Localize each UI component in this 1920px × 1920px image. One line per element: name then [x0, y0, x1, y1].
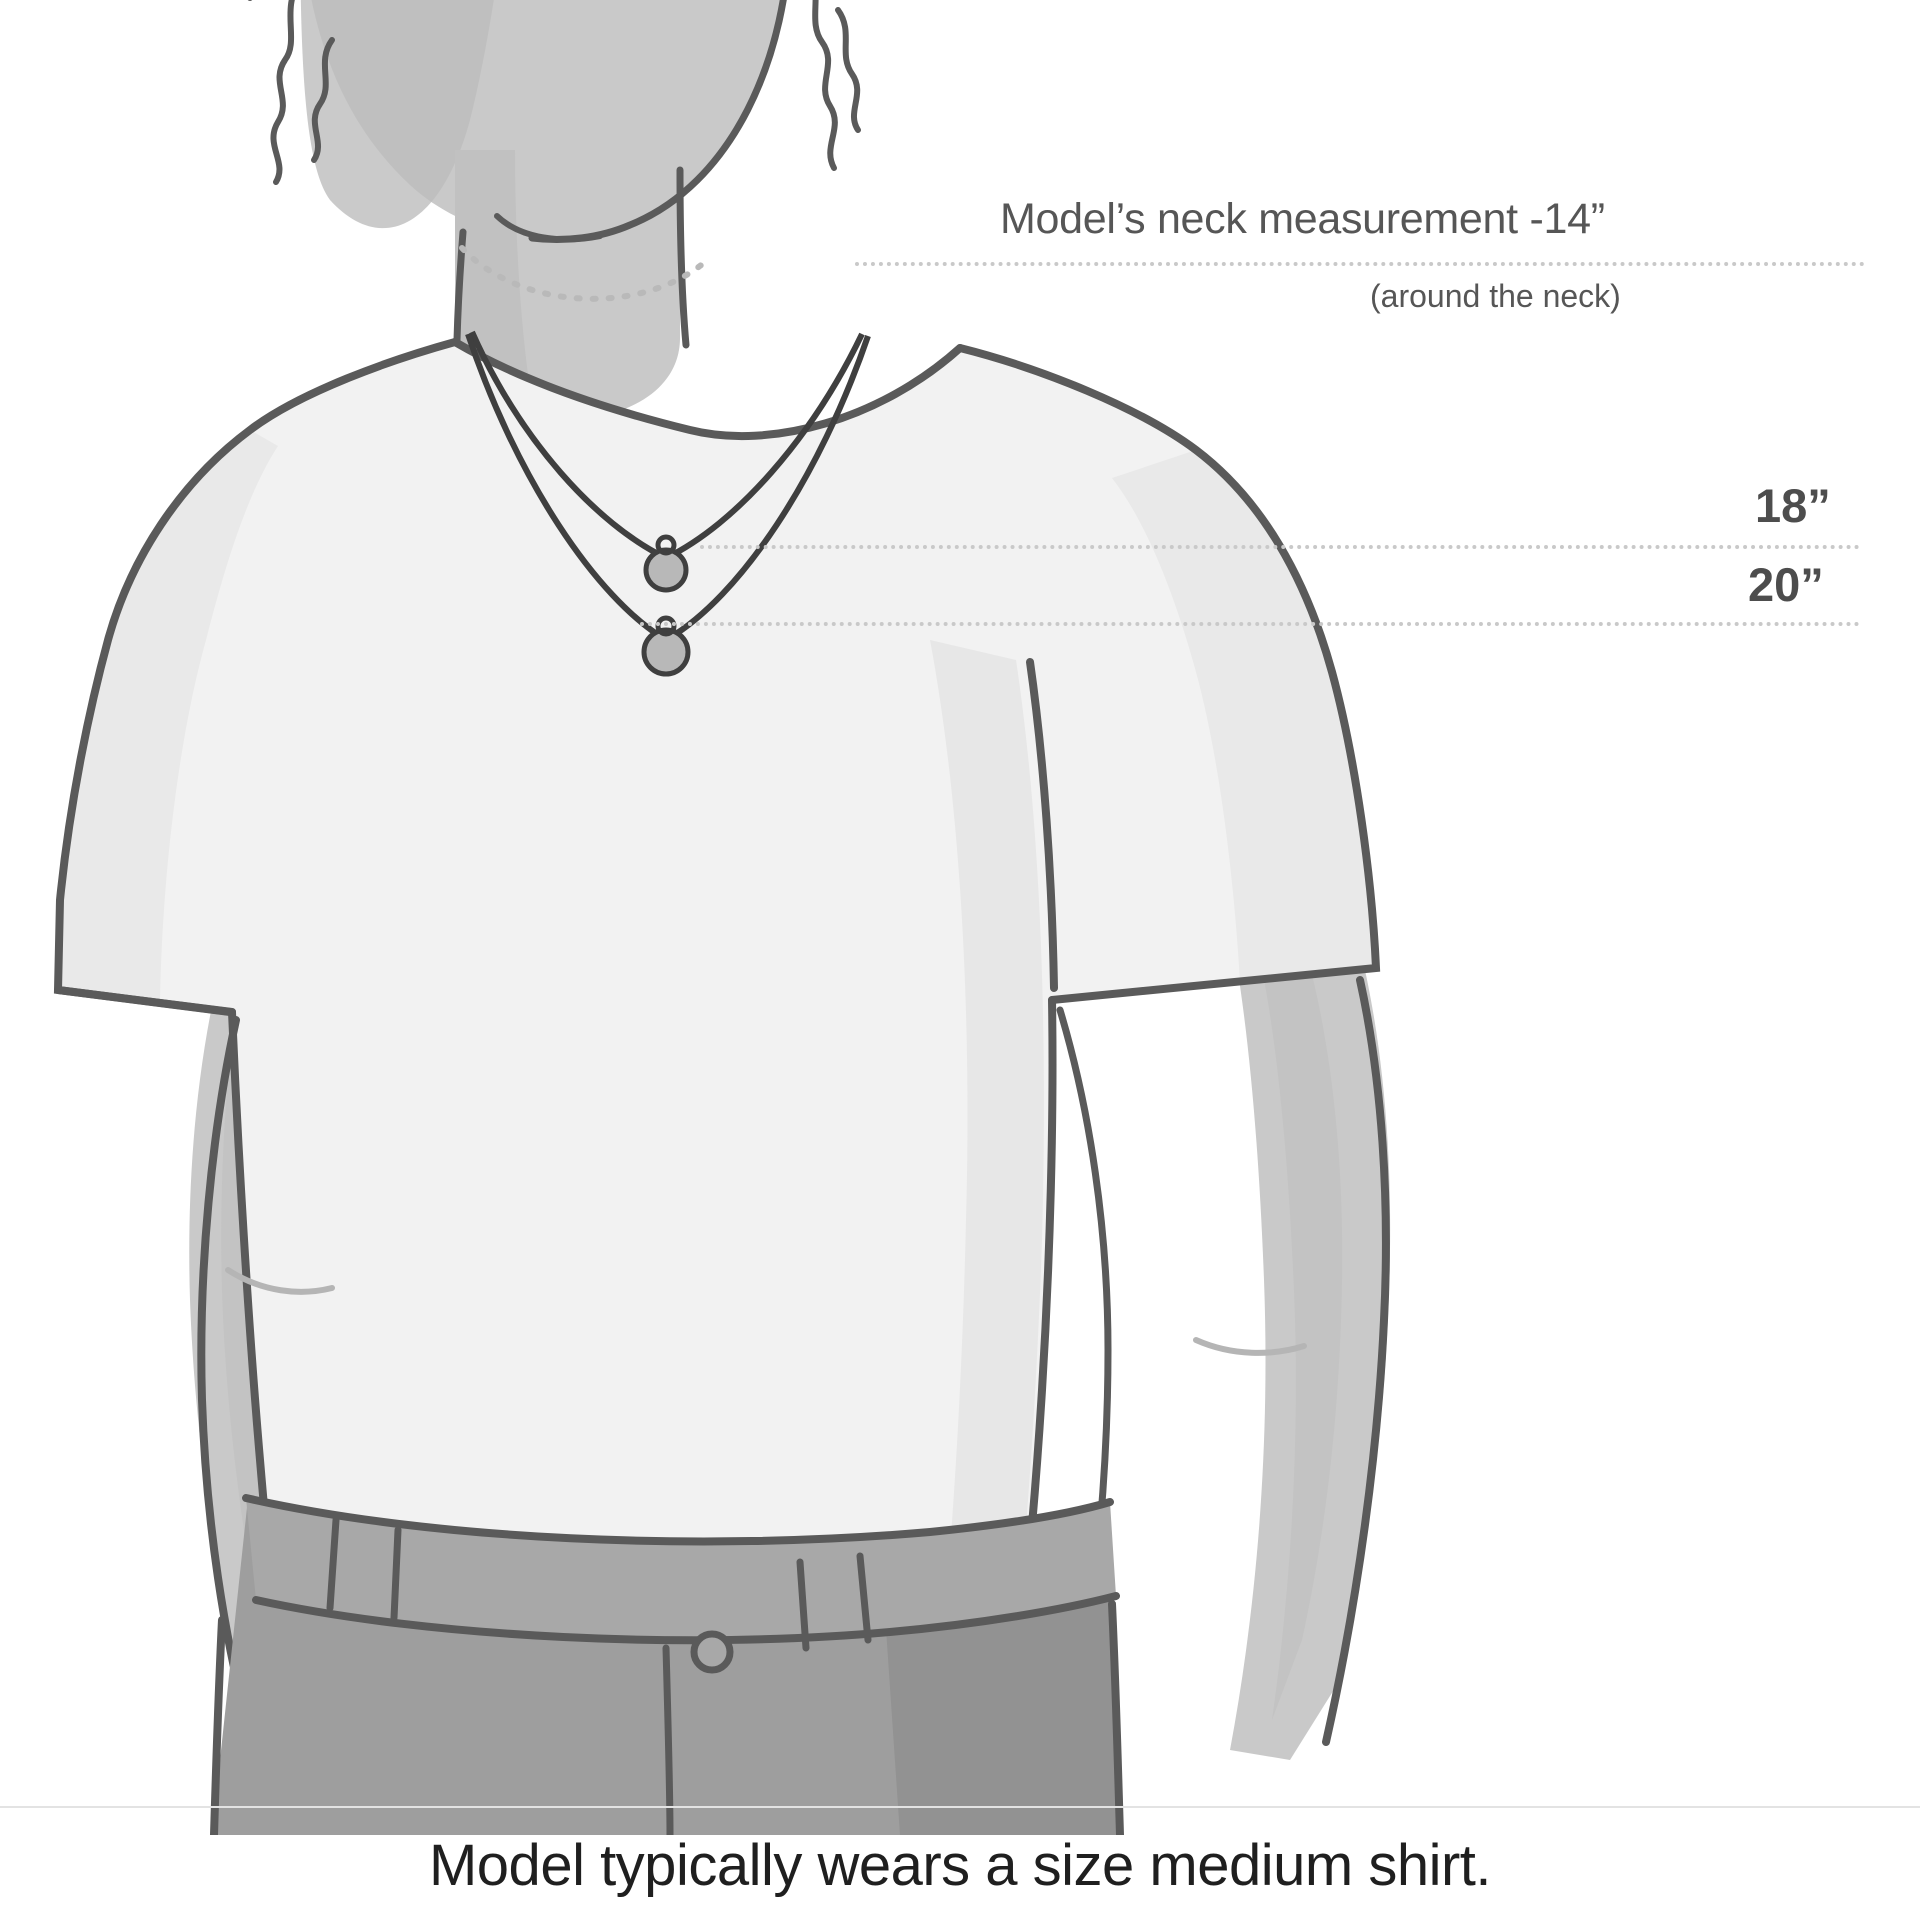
length-20-label: 20”: [1748, 558, 1824, 611]
length-20-leader-line: [640, 622, 1860, 626]
pants-button: [694, 1634, 730, 1670]
necklace-pendant-18: [646, 550, 686, 590]
neck-measurement-label: Model’s neck measurement -14”: [1000, 195, 1605, 243]
necklace-pendant-20: [644, 630, 688, 674]
length-18-label: 18”: [1755, 479, 1831, 532]
neck-leader-line: [855, 262, 1865, 266]
length-18-leader-line: [700, 545, 1860, 549]
caption-text: Model typically wears a size medium shirt.: [428, 1833, 1492, 1898]
neck-measurement-sublabel: (around the neck): [1370, 278, 1621, 314]
caption-divider: [0, 1806, 1920, 1808]
neck-outline-right: [680, 170, 686, 345]
